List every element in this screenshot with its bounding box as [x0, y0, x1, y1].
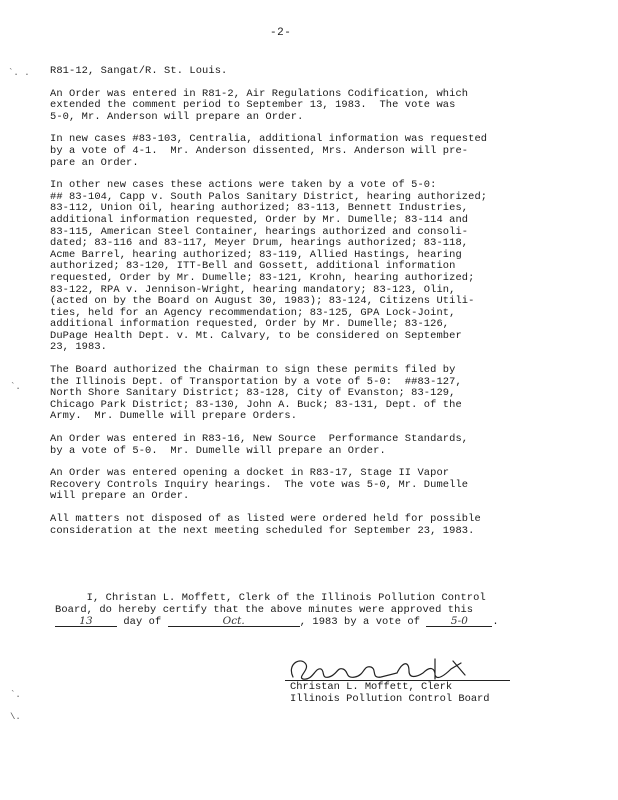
text-line: The Board authorized the Chairman to sign these permits filed by — [50, 364, 456, 377]
text-line: additional information requested, Order by Mr. Dumelle; 83-126, — [50, 318, 450, 331]
paragraph-permits — [50, 365, 590, 423]
text-line: R81-12, Sangat/R. St. Louis. — [50, 65, 228, 77]
text-fragment: , 1983 by a vote of — [299, 616, 427, 629]
paragraph-r83-16 — [50, 434, 590, 457]
paragraph-centralia — [50, 134, 590, 169]
text-line: An Order was entered opening a docket in R83-17, Stage II Vapor — [50, 467, 450, 480]
certification-statement — [55, 593, 595, 629]
paragraph-held-over — [50, 514, 590, 537]
margin-tick-mark: \. — [10, 712, 21, 722]
paragraph-r81-2 — [50, 89, 590, 124]
text-line: 83-122, RPA v. Jennison-Wright, hearing mandatory; 83-123, Olin, — [50, 283, 456, 296]
text-line: Board, do hereby certify that the above minutes were approved this — [55, 603, 474, 616]
paragraph-new-cases — [50, 180, 590, 354]
approval-date-line: 13 day of Oct. , 1983 by a vote of 5-0 . — [55, 616, 595, 629]
text-line: authorized; 83-120, ITT-Bell and Gossett, additional information — [50, 260, 456, 273]
text-line: by a vote of 5-0. Mr. Dumelle will prepare an Order. — [50, 444, 386, 457]
text-line: In other new cases these actions were taken by a vote of 5-0: — [50, 179, 437, 192]
text-line: consideration at the next meeting scheduled for September 23, 1983. — [50, 524, 475, 537]
text-fragment: day of — [117, 616, 168, 629]
text-line: Army. Mr. Dumelle will prepare Orders. — [50, 410, 298, 423]
paragraph-r81-12 — [50, 66, 590, 78]
text-line: All matters not disposed of as listed were ordered held for possible — [50, 513, 481, 525]
text-line: An Order was entered in R83-16, New Source Performance Standards, — [50, 433, 469, 446]
text-line: 83-112, Union Oil, hearing authorized; 83-113, Bennett Industries, — [50, 202, 469, 215]
text-line: dated; 83-116 and 83-117, Meyer Drum, hearings authorized; 83-118, — [50, 237, 469, 250]
text-line: ties, held for an Agency recommendation; 83-125, GPA Lock-Joint, — [50, 306, 456, 319]
text-line: pare an Order. — [50, 156, 139, 169]
text-line: Recovery Controls Inquiry hearings. The vote was 5-0, Mr. Dumelle — [50, 478, 469, 491]
page-number: -2- — [270, 27, 292, 39]
text-line: 5-0, Mr. Anderson will prepare an Order. — [50, 110, 304, 123]
text-line: I, Christan L. Moffett, Clerk of the Illinois Pollution Control — [55, 592, 486, 604]
text-line: by a vote of 4-1. Mr. Anderson dissented, Mrs. Anderson will pre- — [50, 144, 469, 157]
margin-tick-mark: `. — [10, 382, 21, 392]
margin-tick-mark: `. . — [8, 68, 30, 78]
minutes-body — [50, 66, 590, 548]
text-line: additional information requested, Order by Mr. Dumelle; 83-114 and — [50, 213, 469, 226]
text-line: Chicago Park District; 83-130, John A. Buck; 83-131, Dept. of the — [50, 398, 462, 411]
text-line: 23, 1983. — [50, 341, 108, 354]
text-line: requested, Order by Mr. Dumelle; 83-121, Krohn, hearing authorized; — [50, 271, 475, 284]
text-line: will prepare an Order. — [50, 490, 190, 503]
approval-day-field: 13 — [55, 616, 117, 627]
text-line: (acted on by the Board on August 30, 1983); 83-124, Citizens Utili- — [50, 295, 475, 308]
signer-name: Christan L. Moffett, Clerk — [290, 681, 453, 693]
text-line: DuPage Health Dept. v. Mt. Calvary, to be considered on September — [50, 329, 462, 342]
paragraph-r83-17 — [50, 468, 590, 503]
text-line: An Order was entered in R81-2, Air Regulations Codification, which — [50, 87, 469, 100]
approval-vote-field: 5-0 — [426, 616, 492, 627]
text-line: ## 83-104, Capp v. South Palos Sanitary District, hearing authorized; — [50, 190, 488, 203]
text-line: 83-115, American Steel Container, hearings authorized and consoli- — [50, 225, 469, 238]
text-line: extended the comment period to September 13, 1983. The vote was — [50, 99, 456, 112]
approval-month-field: Oct. — [168, 616, 300, 627]
text-line: In new cases #83-103, Centralia, additional information was requested — [50, 133, 488, 146]
margin-tick-mark: `. — [10, 690, 21, 700]
signer-info — [290, 682, 490, 705]
text-line: North Shore Sanitary District; 83-128, City of Evanston; 83-129, — [50, 387, 456, 400]
signer-title: Illinois Pollution Control Board — [290, 692, 490, 705]
text-line: the Illinois Dept. of Transportation by a vote of 5-0: ##83-127, — [50, 375, 462, 388]
text-line: Acme Barrel, hearing authorized; 83-119, Allied Hastings, hearing — [50, 248, 462, 261]
